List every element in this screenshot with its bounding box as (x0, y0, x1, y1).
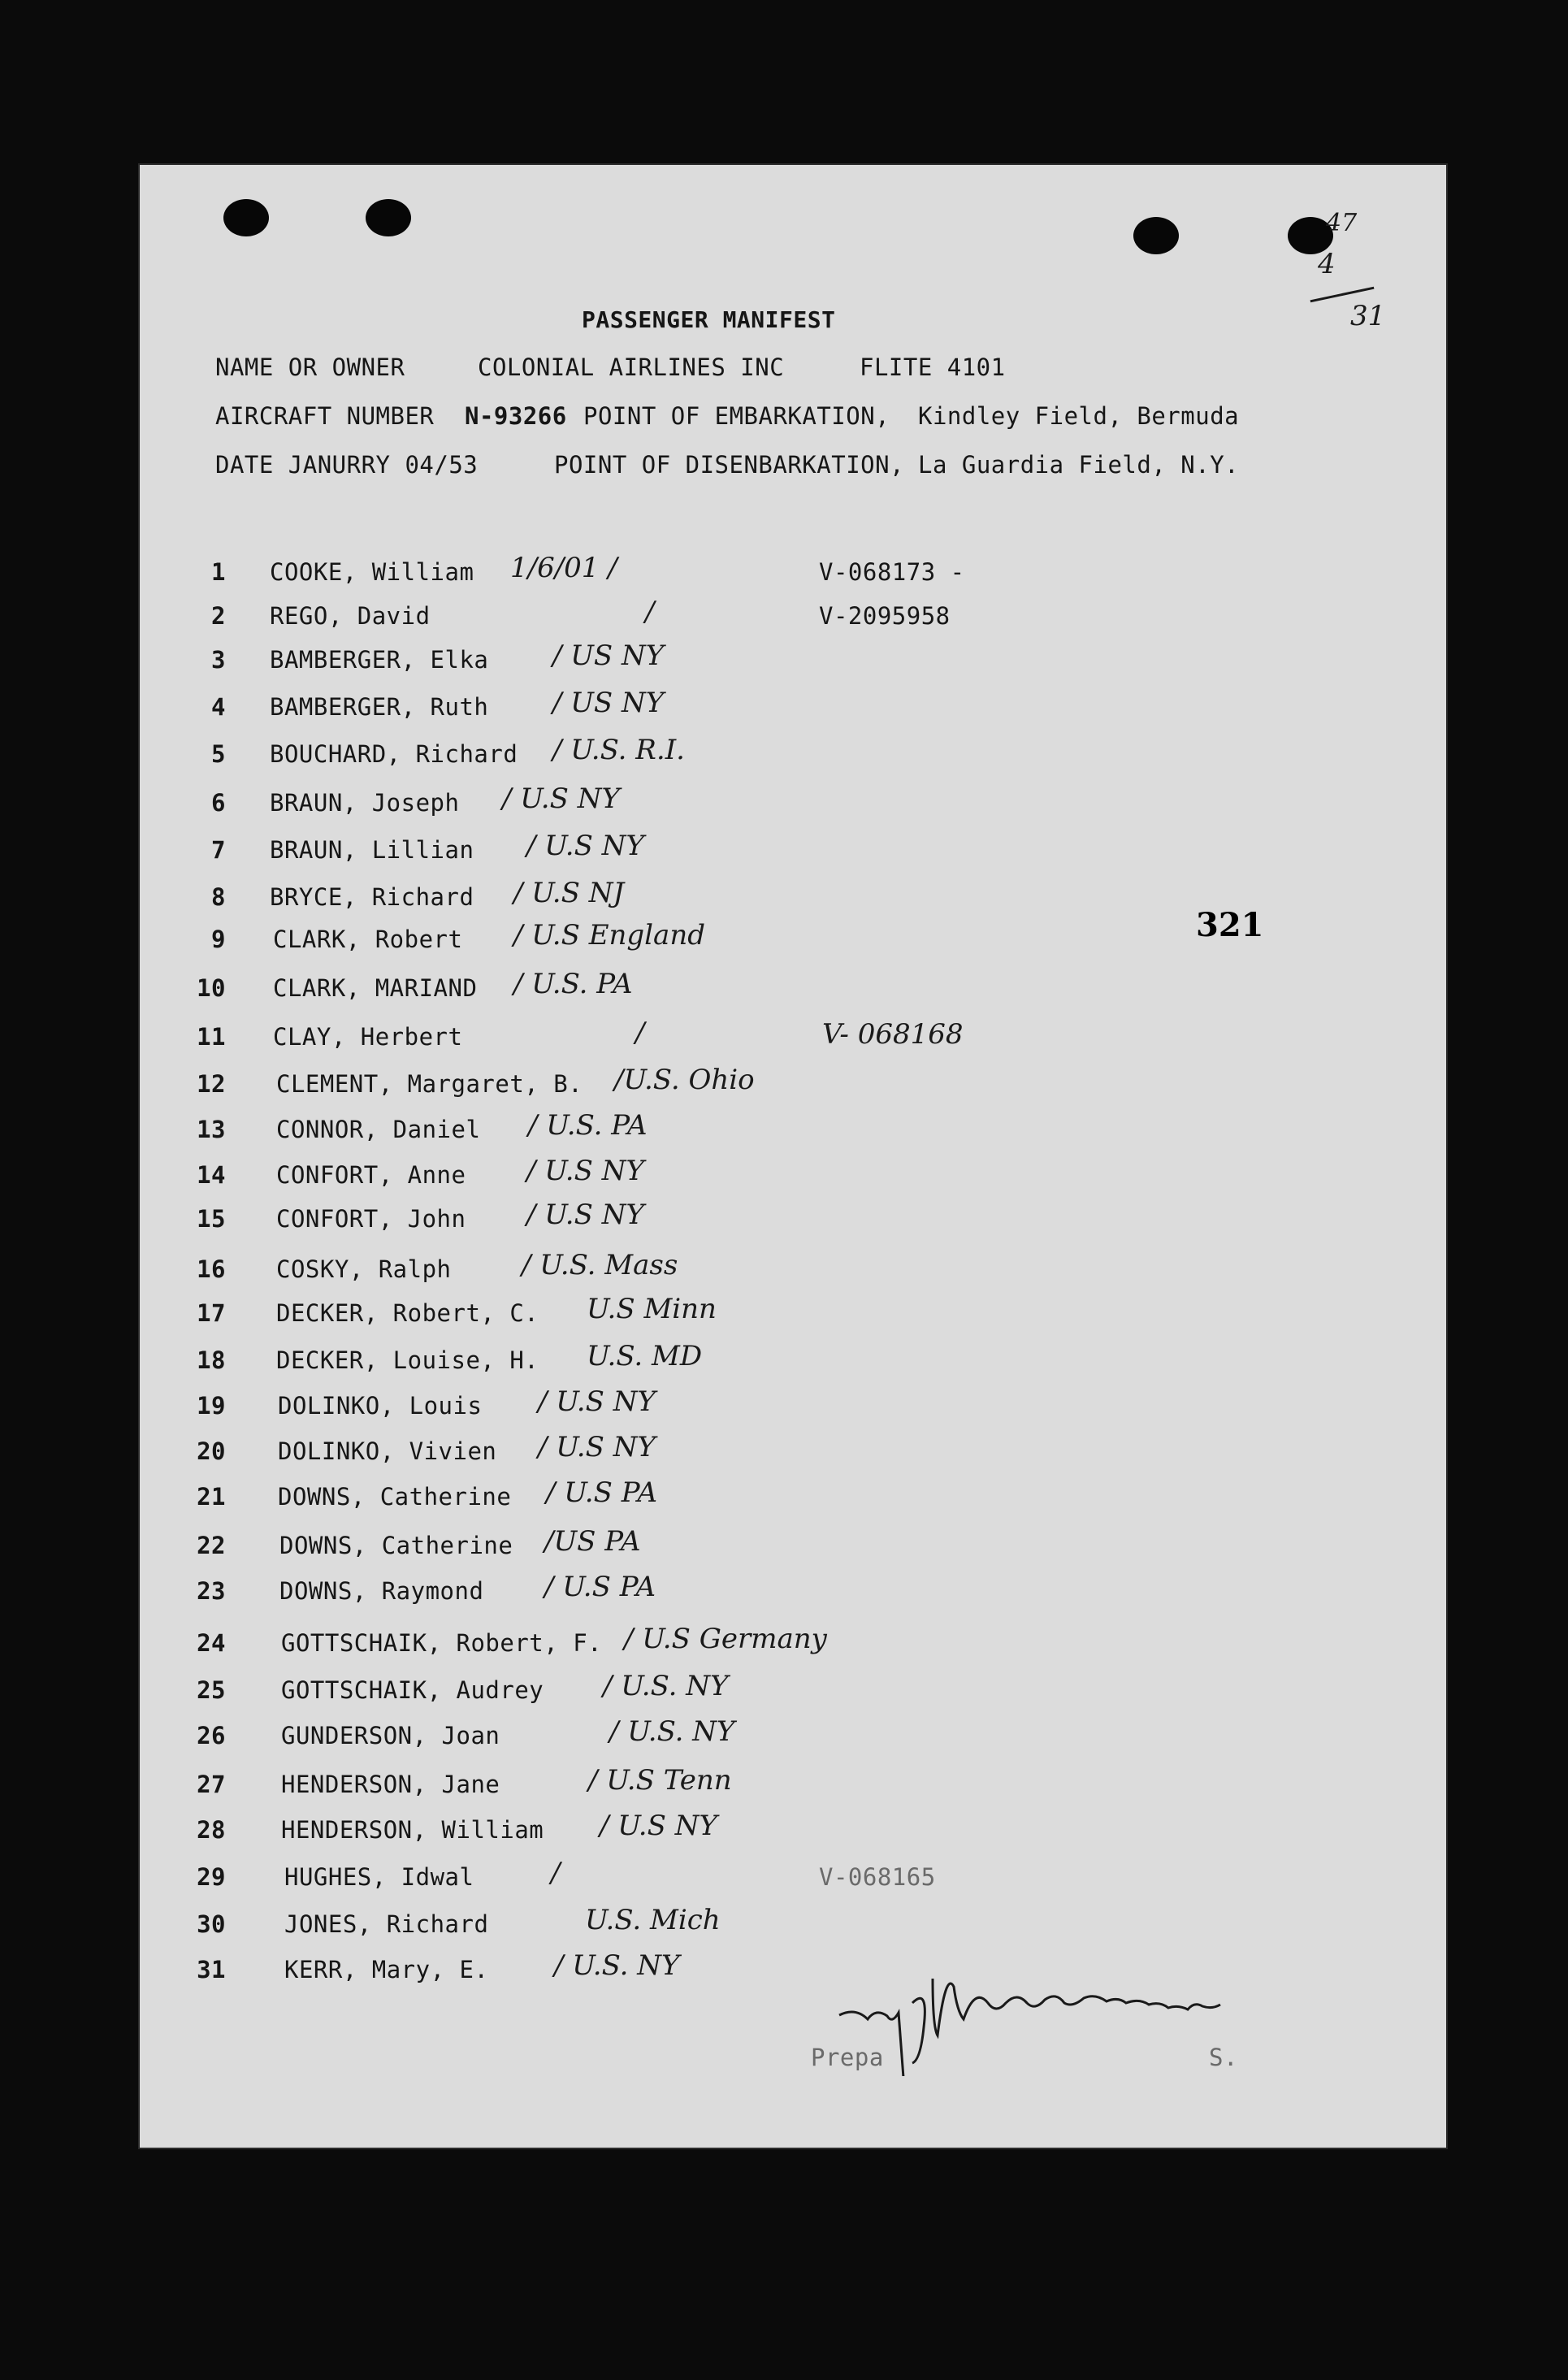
handwritten-status: / U.S NY (502, 782, 620, 815)
passenger-name: DOWNS, Raymond (279, 1577, 484, 1605)
passenger-name: CONFORT, Anne (276, 1161, 466, 1189)
row-number: 13 (197, 1116, 226, 1143)
passenger-name: CONNOR, Daniel (276, 1116, 481, 1143)
aircraft-label: AIRCRAFT NUMBER (215, 402, 435, 430)
disembark-value: La Guardia Field, N.Y. (918, 451, 1240, 479)
passenger-name: GUNDERSON, Joan (281, 1722, 500, 1749)
passenger-name: DOWNS, Catherine (279, 1532, 513, 1559)
passenger-name: KERR, Mary, E. (284, 1956, 489, 1983)
passenger-name: CLARK, Robert (273, 926, 463, 953)
passenger-name: GOTTSCHAIK, Robert, F. (281, 1629, 603, 1657)
row-number: 25 (197, 1676, 226, 1704)
manifest-page (140, 165, 1446, 2148)
handwritten-status: / U.S. NY (554, 1949, 680, 1982)
date-label: DATE JANURRY 04/53 (215, 451, 479, 479)
passenger-name: BOUCHARD, Richard (270, 740, 518, 768)
footer-prepared: Prepa (811, 2044, 884, 2071)
row-number: 7 (211, 836, 226, 864)
handwritten-status: / U.S. NY (603, 1670, 729, 1702)
passenger-name: BRYCE, Richard (270, 883, 474, 911)
passenger-name: HENDERSON, Jane (281, 1771, 500, 1798)
handwritten-status: / U.S NY (526, 1199, 644, 1231)
handwritten-status: / U.S. Mass (522, 1249, 678, 1281)
row-number: 19 (197, 1392, 226, 1420)
row-number: 1 (211, 558, 226, 586)
handwritten-status: U.S. MD (587, 1340, 703, 1372)
row-number: 16 (197, 1255, 226, 1283)
row-number: 22 (197, 1532, 226, 1559)
row-number: 12 (197, 1070, 226, 1098)
row-number: 17 (197, 1299, 226, 1327)
row-number: 15 (197, 1205, 226, 1233)
handwritten-status: / (635, 1017, 645, 1049)
passenger-name: BAMBERGER, Ruth (270, 693, 489, 721)
passenger-name: CLAY, Herbert (273, 1023, 463, 1051)
passenger-name: CLEMENT, Margaret, B. (276, 1070, 583, 1098)
passenger-name: DECKER, Robert, C. (276, 1299, 539, 1327)
corner-mark: 31 (1350, 300, 1386, 332)
handwritten-status: / (551, 1857, 561, 1889)
visa-number: V- 068168 (822, 1018, 964, 1051)
row-number: 24 (197, 1629, 226, 1657)
row-number: 20 (197, 1437, 226, 1465)
visa-number: V-068165 (819, 1863, 936, 1891)
row-number: 11 (197, 1023, 226, 1051)
passenger-name: REGO, David (270, 602, 431, 630)
row-number: 5 (211, 740, 226, 768)
corner-mark: 4 (1318, 248, 1336, 280)
embark-value: Kindley Field, Bermuda (918, 402, 1240, 430)
handwritten-status: / US NY (552, 687, 665, 719)
handwritten-status: / U.S Tenn (588, 1764, 732, 1797)
stamp-number: 321 (1196, 906, 1264, 944)
handwritten-status: / (645, 596, 655, 628)
disembark-label: POINT OF DISENBARKATION, (554, 451, 905, 479)
handwritten-status: / U.S England (513, 919, 705, 952)
handwritten-status: U.S. Mich (585, 1904, 721, 1936)
handwritten-status: / U.S. PA (528, 1109, 648, 1142)
handwritten-status: / U.S PA (544, 1571, 656, 1603)
aircraft-value: N-93266 (465, 402, 567, 430)
embark-label: POINT OF EMBARKATION, (583, 402, 890, 430)
handwritten-status: / U.S NJ (513, 877, 625, 909)
passenger-name: DOLINKO, Vivien (278, 1437, 497, 1465)
row-number: 27 (197, 1771, 226, 1798)
passenger-name: JONES, Richard (284, 1910, 489, 1938)
punch-hole (1133, 217, 1179, 254)
visa-number: V-2095958 (819, 602, 951, 630)
row-number: 21 (197, 1483, 226, 1511)
passenger-name: COSKY, Ralph (276, 1255, 452, 1283)
row-number: 2 (211, 602, 226, 630)
row-number: 30 (197, 1910, 226, 1938)
manifest-title: PASSENGER MANIFEST (582, 306, 836, 333)
handwritten-status: 1/6/01 / (510, 552, 617, 584)
row-number: 14 (197, 1161, 226, 1189)
owner-value: COLONIAL AIRLINES INC (478, 353, 785, 381)
handwritten-status: / U.S NY (526, 1155, 644, 1187)
row-number: 18 (197, 1346, 226, 1374)
handwritten-status: /U.S. Ohio (614, 1064, 755, 1096)
punch-hole (223, 199, 269, 236)
signature (835, 1970, 1355, 2076)
footer-suffix: S. (1209, 2044, 1238, 2071)
row-number: 8 (211, 883, 226, 911)
passenger-name: BRAUN, Joseph (270, 789, 460, 817)
row-number: 31 (197, 1956, 226, 1983)
passenger-name: HENDERSON, William (281, 1816, 544, 1844)
row-number: 28 (197, 1816, 226, 1844)
handwritten-status: /US PA (544, 1525, 641, 1558)
passenger-name: BAMBERGER, Elka (270, 646, 489, 674)
row-number: 26 (197, 1722, 226, 1749)
punch-hole (366, 199, 411, 236)
row-number: 9 (211, 926, 226, 953)
passenger-name: CLARK, MARIAND (273, 974, 478, 1002)
passenger-name: DOWNS, Catherine (278, 1483, 512, 1511)
row-number: 29 (197, 1863, 226, 1891)
handwritten-status: / U.S NY (600, 1810, 717, 1842)
row-number: 4 (211, 693, 226, 721)
row-number: 10 (197, 974, 226, 1002)
handwritten-status: / U.S. R.I. (552, 734, 685, 766)
handwritten-status: / U.S. PA (513, 968, 633, 1000)
handwritten-status: / U.S. NY (609, 1715, 735, 1748)
handwritten-status: / U.S Germany (624, 1623, 827, 1655)
row-number: 23 (197, 1577, 226, 1605)
row-number: 6 (211, 789, 226, 817)
handwritten-status: U.S Minn (587, 1293, 717, 1325)
passenger-name: HUGHES, Idwal (284, 1863, 474, 1891)
passenger-name: GOTTSCHAIK, Audrey (281, 1676, 544, 1704)
passenger-name: DECKER, Louise, H. (276, 1346, 539, 1374)
handwritten-status: / U.S NY (526, 830, 644, 862)
handwritten-status: / U.S NY (538, 1431, 656, 1463)
passenger-name: CONFORT, John (276, 1205, 466, 1233)
passenger-name: DOLINKO, Louis (278, 1392, 483, 1420)
corner-mark: 47 (1326, 209, 1358, 237)
handwritten-status: / U.S PA (546, 1476, 658, 1509)
handwritten-status: / US NY (552, 639, 665, 672)
passenger-name: COOKE, William (270, 558, 474, 586)
visa-number: V-068173 - (819, 558, 965, 586)
row-number: 3 (211, 646, 226, 674)
passenger-name: BRAUN, Lillian (270, 836, 474, 864)
handwritten-status: / U.S NY (538, 1385, 656, 1418)
owner-label: NAME OR OWNER (215, 353, 405, 381)
flight-number: FLITE 4101 (860, 353, 1006, 381)
